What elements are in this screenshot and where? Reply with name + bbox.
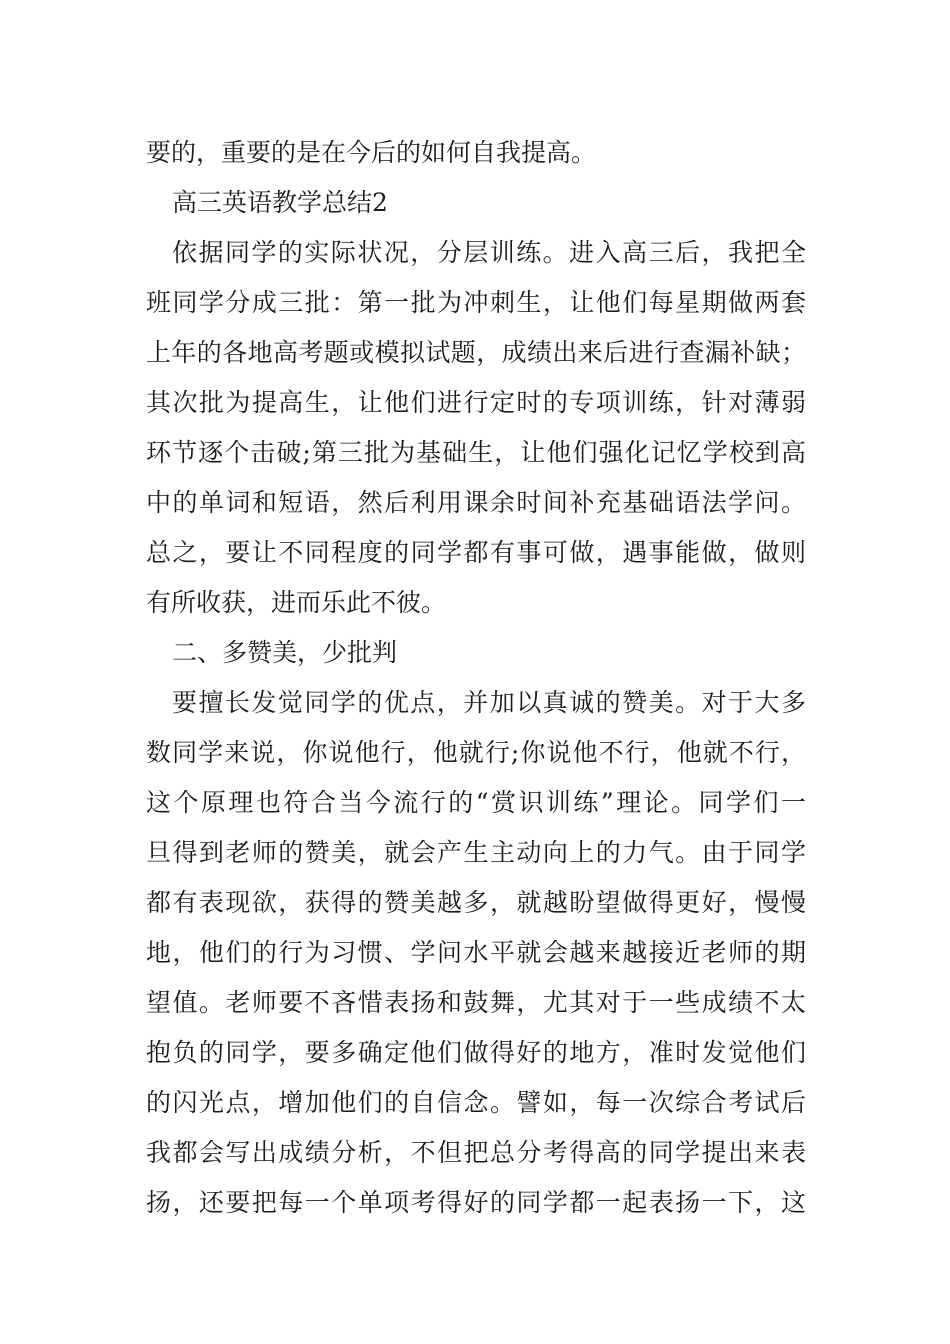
text-line: 地，他们的行为习惯、学问水平就会越来越接近老师的期 xyxy=(146,938,806,967)
text-line: 上年的各地高考题或模拟试题，成绩出来后进行查漏补缺； xyxy=(146,338,806,367)
text-line: 其次批为提高生，让他们进行定时的专项训练，针对薄弱 xyxy=(146,388,806,417)
text-line: 旦得到老师的赞美，就会产生主动向上的力气。由于同学 xyxy=(146,838,806,867)
text-line: 中的单词和短语，然后利用课余时间补充基础语法学问。 xyxy=(146,488,806,517)
text-line: 的闪光点，增加他们的自信念。譬如，每一次综合考试后 xyxy=(146,1088,806,1117)
text-line: 数同学来说，你说他行，他就行;你说他不行，他就不行， xyxy=(146,738,806,767)
section-heading: 二、多赞美，少批判 xyxy=(172,638,398,667)
text-line: 环节逐个击破;第三批为基础生，让他们强化记忆学校到高 xyxy=(146,438,806,467)
text-line: 扬，还要把每一个单项考得好的同学都一起表扬一下，这 xyxy=(146,1188,806,1217)
text-line: 抱负的同学，要多确定他们做得好的地方，准时发觉他们 xyxy=(146,1038,806,1067)
text-line: 都有表现欲，获得的赞美越多，就越盼望做得更好，慢慢 xyxy=(146,888,806,917)
text-line: 这个原理也符合当今流行的“赏识训练”理论。同学们一 xyxy=(146,788,806,817)
text-line: 有所收获，进而乐此不彼。 xyxy=(146,588,447,617)
text-line: 要的，重要的是在今后的如何自我提高。 xyxy=(146,138,597,167)
text-line: 我都会写出成绩分析，不但把总分考得高的同学提出来表 xyxy=(146,1138,806,1167)
section-heading: 高三英语教学总结2 xyxy=(172,188,388,217)
text-line: 班同学分成三批：第一批为冲刺生，让他们每星期做两套 xyxy=(146,288,806,317)
text-line: 望值。老师要不吝惜表扬和鼓舞，尤其对于一些成绩不太 xyxy=(146,988,806,1017)
text-line: 要擅长发觉同学的优点，并加以真诚的赞美。对于大多 xyxy=(172,688,806,717)
text-line: 依据同学的实际状况，分层训练。进入高三后，我把全 xyxy=(172,238,806,267)
text-line: 总之，要让不同程度的同学都有事可做，遇事能做，做则 xyxy=(146,538,806,567)
